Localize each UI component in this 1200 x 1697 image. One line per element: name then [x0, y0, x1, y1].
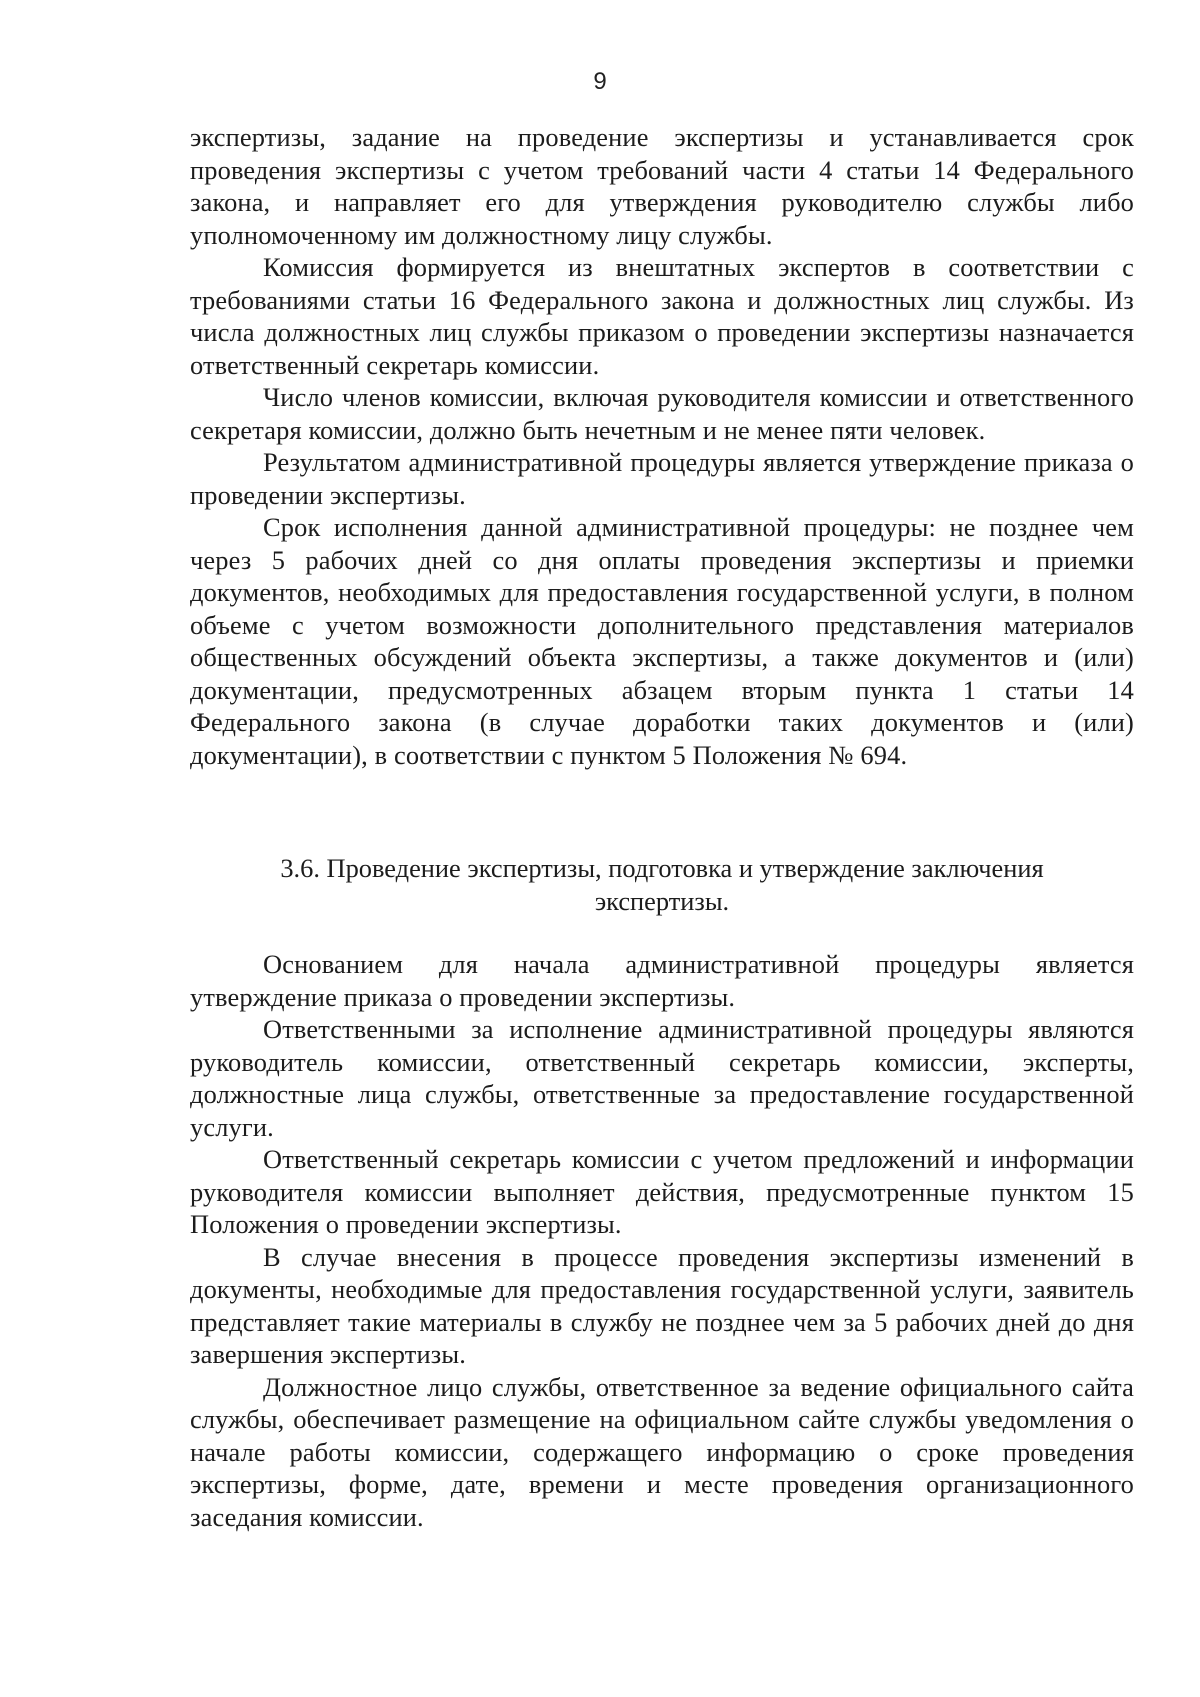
paragraph-procedure-result: Результатом административной процедуры является утверждение приказа о проведении экспертизы.: [190, 447, 1134, 510]
paragraph-member-count: Число членов комиссии, включая руководителя комиссии и ответственного секретаря комиссии, должно быть нечетным и не менее пяти человек.: [190, 382, 1134, 445]
paragraph-document-changes: В случае внесения в процессе проведения экспертизы изменений в документы, необходимые для предоставления государственной услуги, заявитель представляет такие материалы в службу не позднее чем за 5 рабочих дней до дня завершения экспертизы.: [190, 1241, 1134, 1369]
page-number: 9: [593, 68, 607, 95]
paragraph-procedure-basis: Основанием для начала административной процедуры является утверждение приказа о проведении экспертизы.: [190, 949, 1134, 1012]
paragraph-secretary-actions: Ответственный секретарь комиссии с учетом предложений и информации руководителя комиссии выполняет действия, предусмотренные пунктом 15 Положения о проведении экспертизы.: [190, 1144, 1134, 1239]
section-heading: [190, 852, 1134, 918]
paragraph-continuation: экспертизы, задание на проведение экспертизы и устанавливается срок проведения экспертизы с учетом требований части 4 статьи 14 Федерального закона, и направляет его для утверждения руководителю службы либо уполномоченному им должностному лицу службы.: [190, 122, 1134, 250]
section-heading-line-2: экспертизы.: [594, 886, 730, 916]
paragraph-procedure-deadline: Срок исполнения данной административной процедуры: не позднее чем через 5 рабочих дней со дня оплаты проведения экспертизы и приемки документов, необходимых для предоставления государственной услуги, в полном объеме с учетом возможности дополнительного представления материалов общественных обсуждений объекта экспертизы, а также документов и (или) документации, предусмотренных абзацем вторым пункта 1 статьи 14 Федерального закона (в случае доработки таких документов и (или) документации), в соответствии с пунктом 5 Положения № 694.: [190, 512, 1134, 770]
section-heading-line-1: 3.6. Проведение экспертизы, подготовка и утверждение заключения: [280, 853, 1044, 883]
body-text-top: [190, 121, 1134, 771]
body-text-bottom: [190, 948, 1134, 1533]
paragraph-commission-formation: Комиссия формируется из внештатных экспертов в соответствии с требованиями статьи 16 Федерального закона и должностных лиц службы. Из числа должностных лиц службы приказом о проведении экспертизы назначается ответственный секретарь комиссии.: [190, 252, 1134, 380]
paragraph-responsible-persons: Ответственными за исполнение административной процедуры являются руководитель комиссии, ответственный секретарь комиссии, эксперты, должностные лица службы, ответственные за предоставление государственной услуги.: [190, 1014, 1134, 1142]
paragraph-website-notice: Должностное лицо службы, ответственное за ведение официального сайта службы, обеспечивает размещение на официальном сайте службы уведомления о начале работы комиссии, содержащего информацию о сроке проведения экспертизы, форме, дате, времени и месте проведения организационного заседания комиссии.: [190, 1371, 1134, 1532]
